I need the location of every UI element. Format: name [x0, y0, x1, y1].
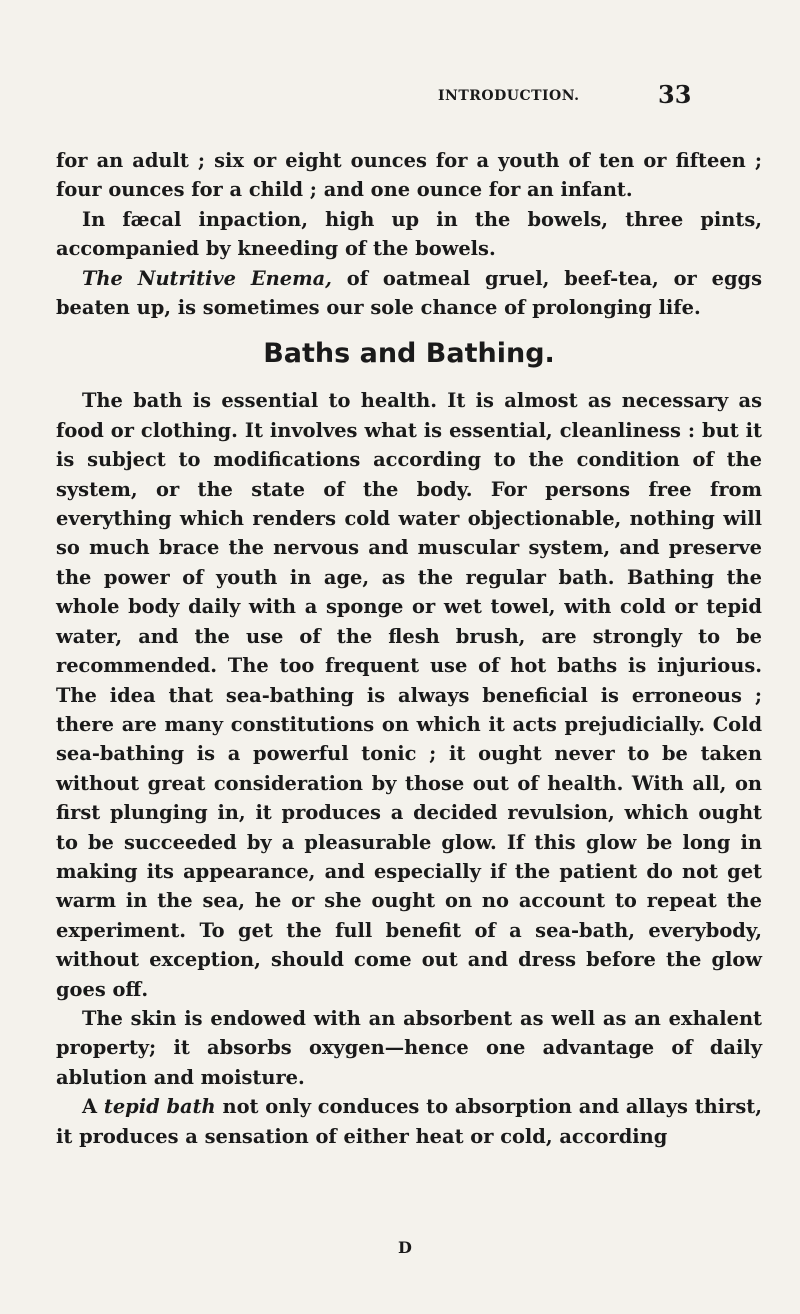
nutritive-enema-term: The Nutritive Enema,: [82, 266, 332, 290]
section-heading: Baths and Bathing.: [263, 338, 555, 370]
paragraph-faecal-inpaction: In fæcal inpaction, high up in the bowels, three pints, accompanied by kneeding of the bowels.: [56, 207, 762, 261]
running-title: INTRODUCTION.: [438, 88, 580, 104]
page-number: 33: [658, 80, 692, 109]
paragraph-dosage: for an adult ; six or eight ounces for a youth of ten or fifteen ; four ounces for a child ; and one ounce for an infant.: [56, 149, 762, 202]
tepid-bath-prefix: A: [82, 1095, 104, 1119]
nutritive-enema-text: of oatmeal gruel, beef-tea, or eggs beaten up, is sometimes our sole chance of prolonging life.: [56, 266, 763, 320]
paragraph-nutritive-enema: [56, 264, 762, 323]
tepid-bath-term: tepid bath: [103, 1095, 216, 1119]
tepid-bath-text: not only conduces to absorption and allays thirst, it produces a sensation of either heat or cold, according: [56, 1095, 762, 1148]
signature-mark: D: [398, 1238, 412, 1257]
paragraph-skin-absorbent: The skin is endowed with an absorbent as well as an exhalent property; it absorbs oxygen—hence one advantage of daily ablution and moisture.: [56, 1006, 762, 1089]
paragraph-bath-essential: The bath is essential to health. It is almost as necessary as food or clothing. It involves what is essential, cleanliness : but it is subject to modifications according to the condition of the system, or the state of the body. For persons free from everything which renders cold water objectionable, nothing will so much brace the nervous and muscular system, and preserve the power of youth in age, as the regular bath. Bathing the whole body daily with a sponge or wet towel, with cold or tepid water, and the use of the flesh brush, are strongly to be recommended. The too frequent use of hot baths is injurious. The idea that sea-bathing is always beneficial is erroneous ; there are many constitutions on which it acts prejudicially. Cold sea-bathing is a powerful tonic ; it ought never to be taken without great consideration by those out of health. With all, on first plunging in, it produces a decided revulsion, which ought to be succeeded by a pleasurable glow. If this glow be long in making its appearance, and especially if the patient do not get warm in the sea, he or she ought on no account to repeat the experiment. To get the full benefit of a sea-bath, everybody, without exception, should come out and dress before the glow goes off.: [56, 389, 762, 1001]
paragraph-tepid-bath: [56, 1092, 762, 1151]
body-text: [56, 146, 762, 1151]
